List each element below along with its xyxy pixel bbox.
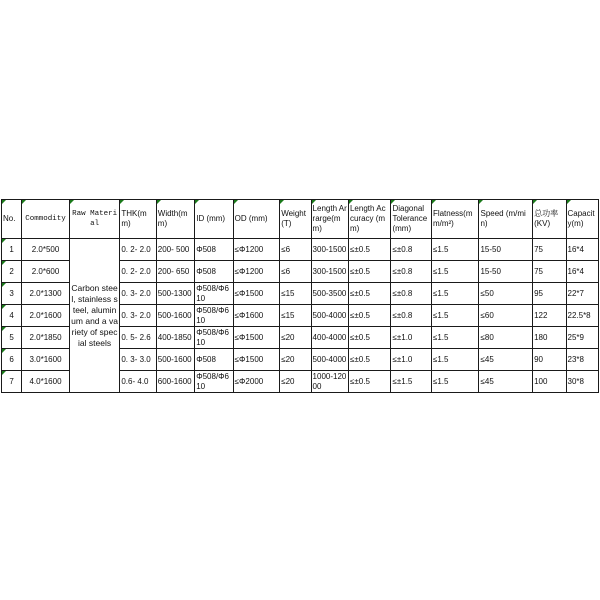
cell-length-arrange: 500-3500 xyxy=(311,283,348,305)
cell-width: 400-1850 xyxy=(156,327,194,349)
cell-flatness: ≤1.5 xyxy=(431,261,479,283)
cell-commodity: 2.0*1300 xyxy=(22,283,70,305)
cell-no: 7 xyxy=(2,371,22,393)
cell-speed: 15-50 xyxy=(479,261,533,283)
cell-no: 1 xyxy=(2,239,22,261)
cell-power: 90 xyxy=(533,349,566,371)
cell-length-accuracy: ≤±0.5 xyxy=(348,261,390,283)
cell-diagonal-tolerance: ≤±1.0 xyxy=(391,327,431,349)
header-thk: THK(mm) xyxy=(120,200,156,239)
cell-length-accuracy: ≤±0.5 xyxy=(348,349,390,371)
cell-commodity: 2.0*600 xyxy=(22,261,70,283)
header-diagonal-tolerance: Diagonal Tolerance(mm) xyxy=(391,200,431,239)
cell-weight: ≤20 xyxy=(280,349,311,371)
cell-thk: 0. 3- 2.0 xyxy=(120,305,156,327)
cell-flatness: ≤1.5 xyxy=(431,305,479,327)
header-od: OD (mm) xyxy=(233,200,280,239)
cell-flatness: ≤1.5 xyxy=(431,239,479,261)
cell-speed: ≤50 xyxy=(479,283,533,305)
cell-length-arrange: 400-4000 xyxy=(311,327,348,349)
cell-diagonal-tolerance: ≤±1.5 xyxy=(391,371,431,393)
cell-raw-material: Carbon steel, stainless steel, aluminum and a variety of special steels xyxy=(69,239,120,393)
cell-od: ≤Φ1500 xyxy=(233,327,280,349)
cell-commodity: 4.0*1600 xyxy=(22,371,70,393)
cell-weight: ≤15 xyxy=(280,283,311,305)
cell-length-accuracy: ≤±0.5 xyxy=(348,327,390,349)
table-header-row xyxy=(2,200,599,239)
cell-commodity: 2.0*1600 xyxy=(22,305,70,327)
cell-capacity: 16*4 xyxy=(566,261,599,283)
cell-weight: ≤6 xyxy=(280,239,311,261)
cell-od: ≤Φ1500 xyxy=(233,283,280,305)
header-width: Width(mm) xyxy=(156,200,194,239)
cell-id: Φ508 xyxy=(195,239,233,261)
cell-commodity: 3.0*1600 xyxy=(22,349,70,371)
cell-no: 2 xyxy=(2,261,22,283)
cell-id: Φ508/Φ610 xyxy=(195,371,233,393)
cell-width: 200- 650 xyxy=(156,261,194,283)
cell-no: 6 xyxy=(2,349,22,371)
cell-weight: ≤6 xyxy=(280,261,311,283)
cell-weight: ≤20 xyxy=(280,327,311,349)
table-row xyxy=(2,239,599,261)
cell-power: 95 xyxy=(533,283,566,305)
cell-diagonal-tolerance: ≤±0.8 xyxy=(391,283,431,305)
cell-thk: 0. 3- 2.0 xyxy=(120,283,156,305)
cell-thk: 0. 2- 2.0 xyxy=(120,261,156,283)
cell-length-accuracy: ≤±0.5 xyxy=(348,305,390,327)
cell-length-arrange: 300-1500 xyxy=(311,261,348,283)
cell-od: ≤Φ2000 xyxy=(233,371,280,393)
cell-weight: ≤20 xyxy=(280,371,311,393)
cell-length-arrange: 1000-12000 xyxy=(311,371,348,393)
cell-width: 500-1600 xyxy=(156,349,194,371)
cell-length-arrange: 500-4000 xyxy=(311,305,348,327)
cell-capacity: 22*7 xyxy=(566,283,599,305)
cell-thk: 0. 3- 3.0 xyxy=(120,349,156,371)
cell-capacity: 25*9 xyxy=(566,327,599,349)
cell-diagonal-tolerance: ≤±0.8 xyxy=(391,239,431,261)
cell-speed: ≤45 xyxy=(479,349,533,371)
cell-power: 100 xyxy=(533,371,566,393)
cell-id: Φ508/Φ610 xyxy=(195,283,233,305)
cell-thk: 0.6- 4.0 xyxy=(120,371,156,393)
cell-diagonal-tolerance: ≤±0.8 xyxy=(391,261,431,283)
header-length-accuracy: Length Accuracy (mm) xyxy=(348,200,390,239)
cell-speed: ≤45 xyxy=(479,371,533,393)
header-power: 总功率(KV) xyxy=(533,200,566,239)
cell-od: ≤Φ1200 xyxy=(233,239,280,261)
cell-speed: ≤60 xyxy=(479,305,533,327)
cell-length-accuracy: ≤±0.5 xyxy=(348,371,390,393)
cell-no: 4 xyxy=(2,305,22,327)
cell-capacity: 22.5*8 xyxy=(566,305,599,327)
cell-width: 500-1300 xyxy=(156,283,194,305)
cell-length-accuracy: ≤±0.5 xyxy=(348,283,390,305)
header-speed: Speed (m/min) xyxy=(479,200,533,239)
cell-speed: ≤80 xyxy=(479,327,533,349)
cell-commodity: 2.0*500 xyxy=(22,239,70,261)
cell-no: 5 xyxy=(2,327,22,349)
cell-power: 122 xyxy=(533,305,566,327)
cell-power: 180 xyxy=(533,327,566,349)
cell-thk: 0. 2- 2.0 xyxy=(120,239,156,261)
cell-length-accuracy: ≤±0.5 xyxy=(348,239,390,261)
cell-power: 75 xyxy=(533,261,566,283)
cell-power: 75 xyxy=(533,239,566,261)
cell-width: 200- 500 xyxy=(156,239,194,261)
cell-id: Φ508 xyxy=(195,261,233,283)
header-no: No. xyxy=(2,200,22,239)
cell-od: ≤Φ1500 xyxy=(233,349,280,371)
header-flatness: Flatness(mm/m²) xyxy=(431,200,479,239)
header-weight: Weight(T) xyxy=(280,200,311,239)
cell-diagonal-tolerance: ≤±0.8 xyxy=(391,305,431,327)
cell-flatness: ≤1.5 xyxy=(431,283,479,305)
cell-id: Φ508/Φ610 xyxy=(195,327,233,349)
cell-od: ≤Φ1200 xyxy=(233,261,280,283)
cell-width: 600-1600 xyxy=(156,371,194,393)
cell-length-arrange: 500-4000 xyxy=(311,349,348,371)
cell-flatness: ≤1.5 xyxy=(431,327,479,349)
header-commodity: Commodity xyxy=(22,200,70,239)
cell-capacity: 30*8 xyxy=(566,371,599,393)
cell-speed: 15-50 xyxy=(479,239,533,261)
cell-od: ≤Φ1600 xyxy=(233,305,280,327)
cell-id: Φ508 xyxy=(195,349,233,371)
cell-thk: 0. 5- 2.6 xyxy=(120,327,156,349)
cell-capacity: 23*8 xyxy=(566,349,599,371)
header-length-arrange: Length Arrarge(mm) xyxy=(311,200,348,239)
cell-width: 500-1600 xyxy=(156,305,194,327)
cell-weight: ≤15 xyxy=(280,305,311,327)
cell-flatness: ≤1.5 xyxy=(431,349,479,371)
cell-length-arrange: 300-1500 xyxy=(311,239,348,261)
header-raw-material: Raw Material xyxy=(69,200,120,239)
header-capacity: Capacity(m) xyxy=(566,200,599,239)
header-id: ID (mm) xyxy=(195,200,233,239)
cell-diagonal-tolerance: ≤±1.0 xyxy=(391,349,431,371)
cell-no: 3 xyxy=(2,283,22,305)
cell-id: Φ508/Φ610 xyxy=(195,305,233,327)
cell-commodity: 2.0*1850 xyxy=(22,327,70,349)
specification-table xyxy=(1,199,599,393)
cell-capacity: 16*4 xyxy=(566,239,599,261)
cell-flatness: ≤1.5 xyxy=(431,371,479,393)
